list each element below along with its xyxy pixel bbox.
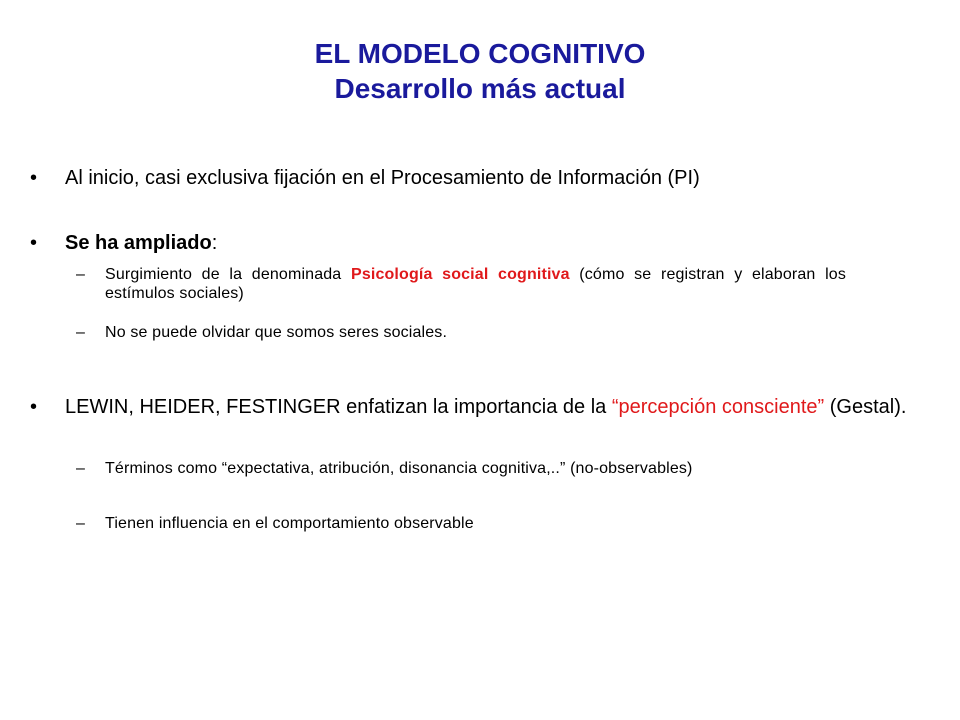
sub-item-3-1 bbox=[76, 459, 846, 478]
bullet-item-3 bbox=[30, 395, 910, 419]
sub-text: Términos como “expectativa, atribución, disonancia cognitiva,..” (no-observables) bbox=[105, 460, 693, 477]
sub-item-2-1 bbox=[76, 265, 846, 303]
dash-marker: – bbox=[76, 266, 86, 283]
title-line-1: EL MODELO COGNITIVO bbox=[314, 38, 646, 69]
bullet-item-1 bbox=[30, 166, 910, 190]
bullet-text bbox=[65, 231, 910, 255]
sub-text: Tienen influencia en el comportamiento observable bbox=[105, 515, 474, 532]
sub-text bbox=[105, 265, 846, 303]
bullet-text bbox=[65, 395, 910, 419]
dash-marker: – bbox=[76, 515, 86, 532]
bullet-text-tail: : bbox=[211, 232, 218, 254]
dash-marker: – bbox=[76, 324, 86, 341]
bullet-marker: • bbox=[30, 167, 38, 189]
highlight-term: “percepción consciente” bbox=[611, 396, 825, 418]
slide-title bbox=[0, 36, 960, 106]
sub-item-2-2 bbox=[76, 323, 846, 342]
bold-phrase: Se ha ampliado bbox=[65, 232, 212, 254]
bullet-item-2 bbox=[30, 231, 910, 255]
bullet-marker: • bbox=[30, 396, 38, 418]
sub-text-tail: (cómo se registran y elaboran los estímulos sociales) bbox=[105, 266, 847, 302]
sub-text-lead: Surgimiento de la denominada bbox=[105, 266, 351, 283]
sub-text: No se puede olvidar que somos seres sociales. bbox=[105, 324, 448, 341]
highlight-term: Psicología social cognitiva bbox=[351, 266, 570, 283]
bullet-text-tail: (Gestal). bbox=[824, 396, 907, 418]
sub-item-3-2 bbox=[76, 514, 846, 533]
bullet-text: Al inicio, casi exclusiva fijación en el Procesamiento de Información (PI) bbox=[65, 167, 700, 189]
dash-marker: – bbox=[76, 460, 86, 477]
title-line-2: Desarrollo más actual bbox=[334, 73, 626, 104]
bullet-text-lead: LEWIN, HEIDER, FESTINGER enfatizan la importancia de la bbox=[65, 396, 612, 418]
bullet-marker: • bbox=[30, 232, 38, 254]
